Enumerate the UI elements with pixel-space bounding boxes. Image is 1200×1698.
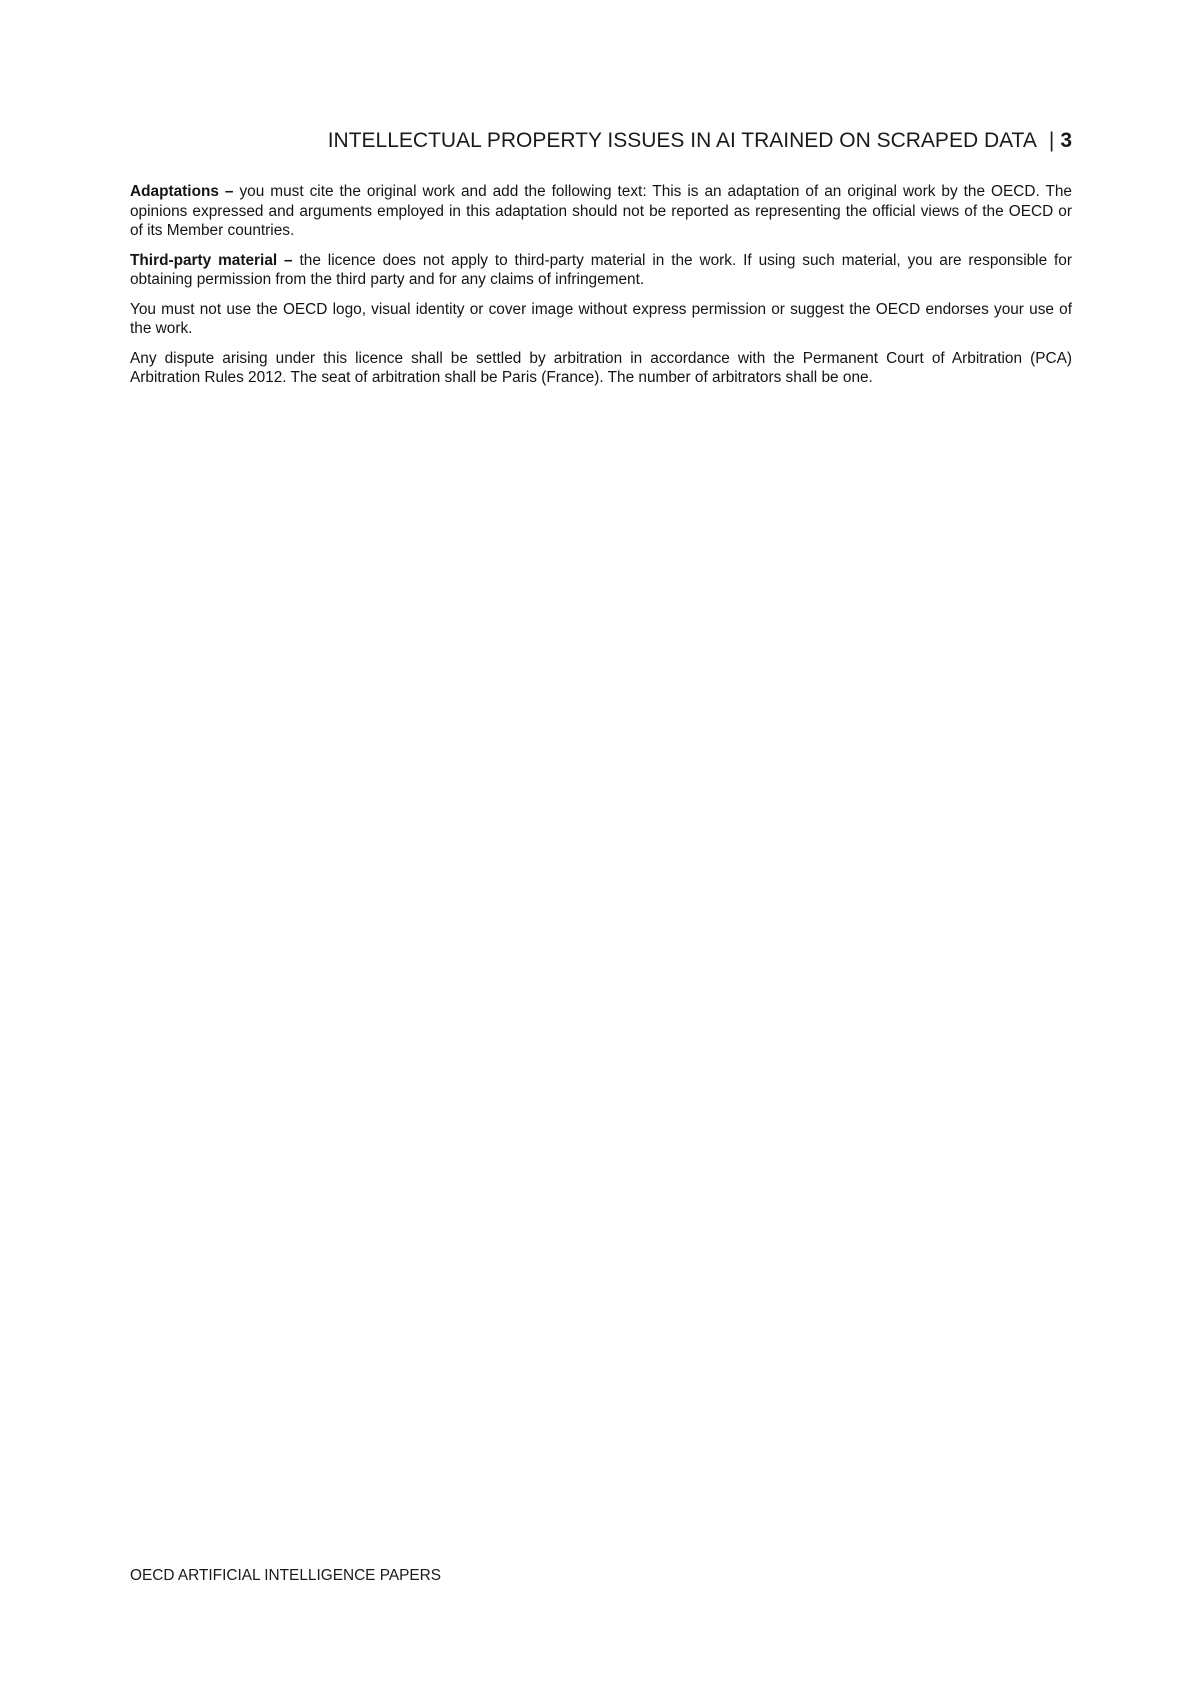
paragraph-dispute	[130, 349, 1072, 388]
paragraph-text: the licence does not apply to third-party material in the work. If using such material, you are responsible for obtaining permission from the third party and for any claims of infringement.	[130, 251, 1072, 288]
running-title: INTELLECTUAL PROPERTY ISSUES IN AI TRAINED ON SCRAPED DATA	[327, 129, 1037, 152]
paragraph-lead: Adaptations –	[130, 183, 234, 200]
paragraph-text: You must not use the OECD logo, visual identity or cover image without express permission or suggest the OECD endorses your use of the work.	[130, 300, 1072, 337]
paragraph-adaptations	[130, 182, 1072, 241]
licence-terms	[130, 182, 1072, 398]
paragraph-logo-use	[130, 300, 1072, 339]
paragraph-text: Any dispute arising under this licence shall be settled by arbitration in accordance with the Permanent Court of Arbitration (PCA) Arbitration Rules 2012. The seat of arbitration shall be Paris (France). The number of arbitrators shall be one.	[130, 349, 1072, 386]
page-number: 3	[1060, 129, 1072, 152]
page-footer: OECD ARTIFICIAL INTELLIGENCE PAPERS	[130, 1567, 442, 1584]
paragraph-third-party-material	[130, 251, 1072, 290]
header-separator: |	[1048, 129, 1055, 152]
paragraph-text: you must cite the original work and add the following text: This is an adaptation of an original work by the OECD. The opinions expressed and arguments employed in this adaptation should not be reported as representing the official views of the OECD or of its Member countries.	[130, 183, 1072, 239]
page-header	[130, 128, 1072, 154]
paragraph-lead: Third-party material –	[130, 251, 293, 269]
